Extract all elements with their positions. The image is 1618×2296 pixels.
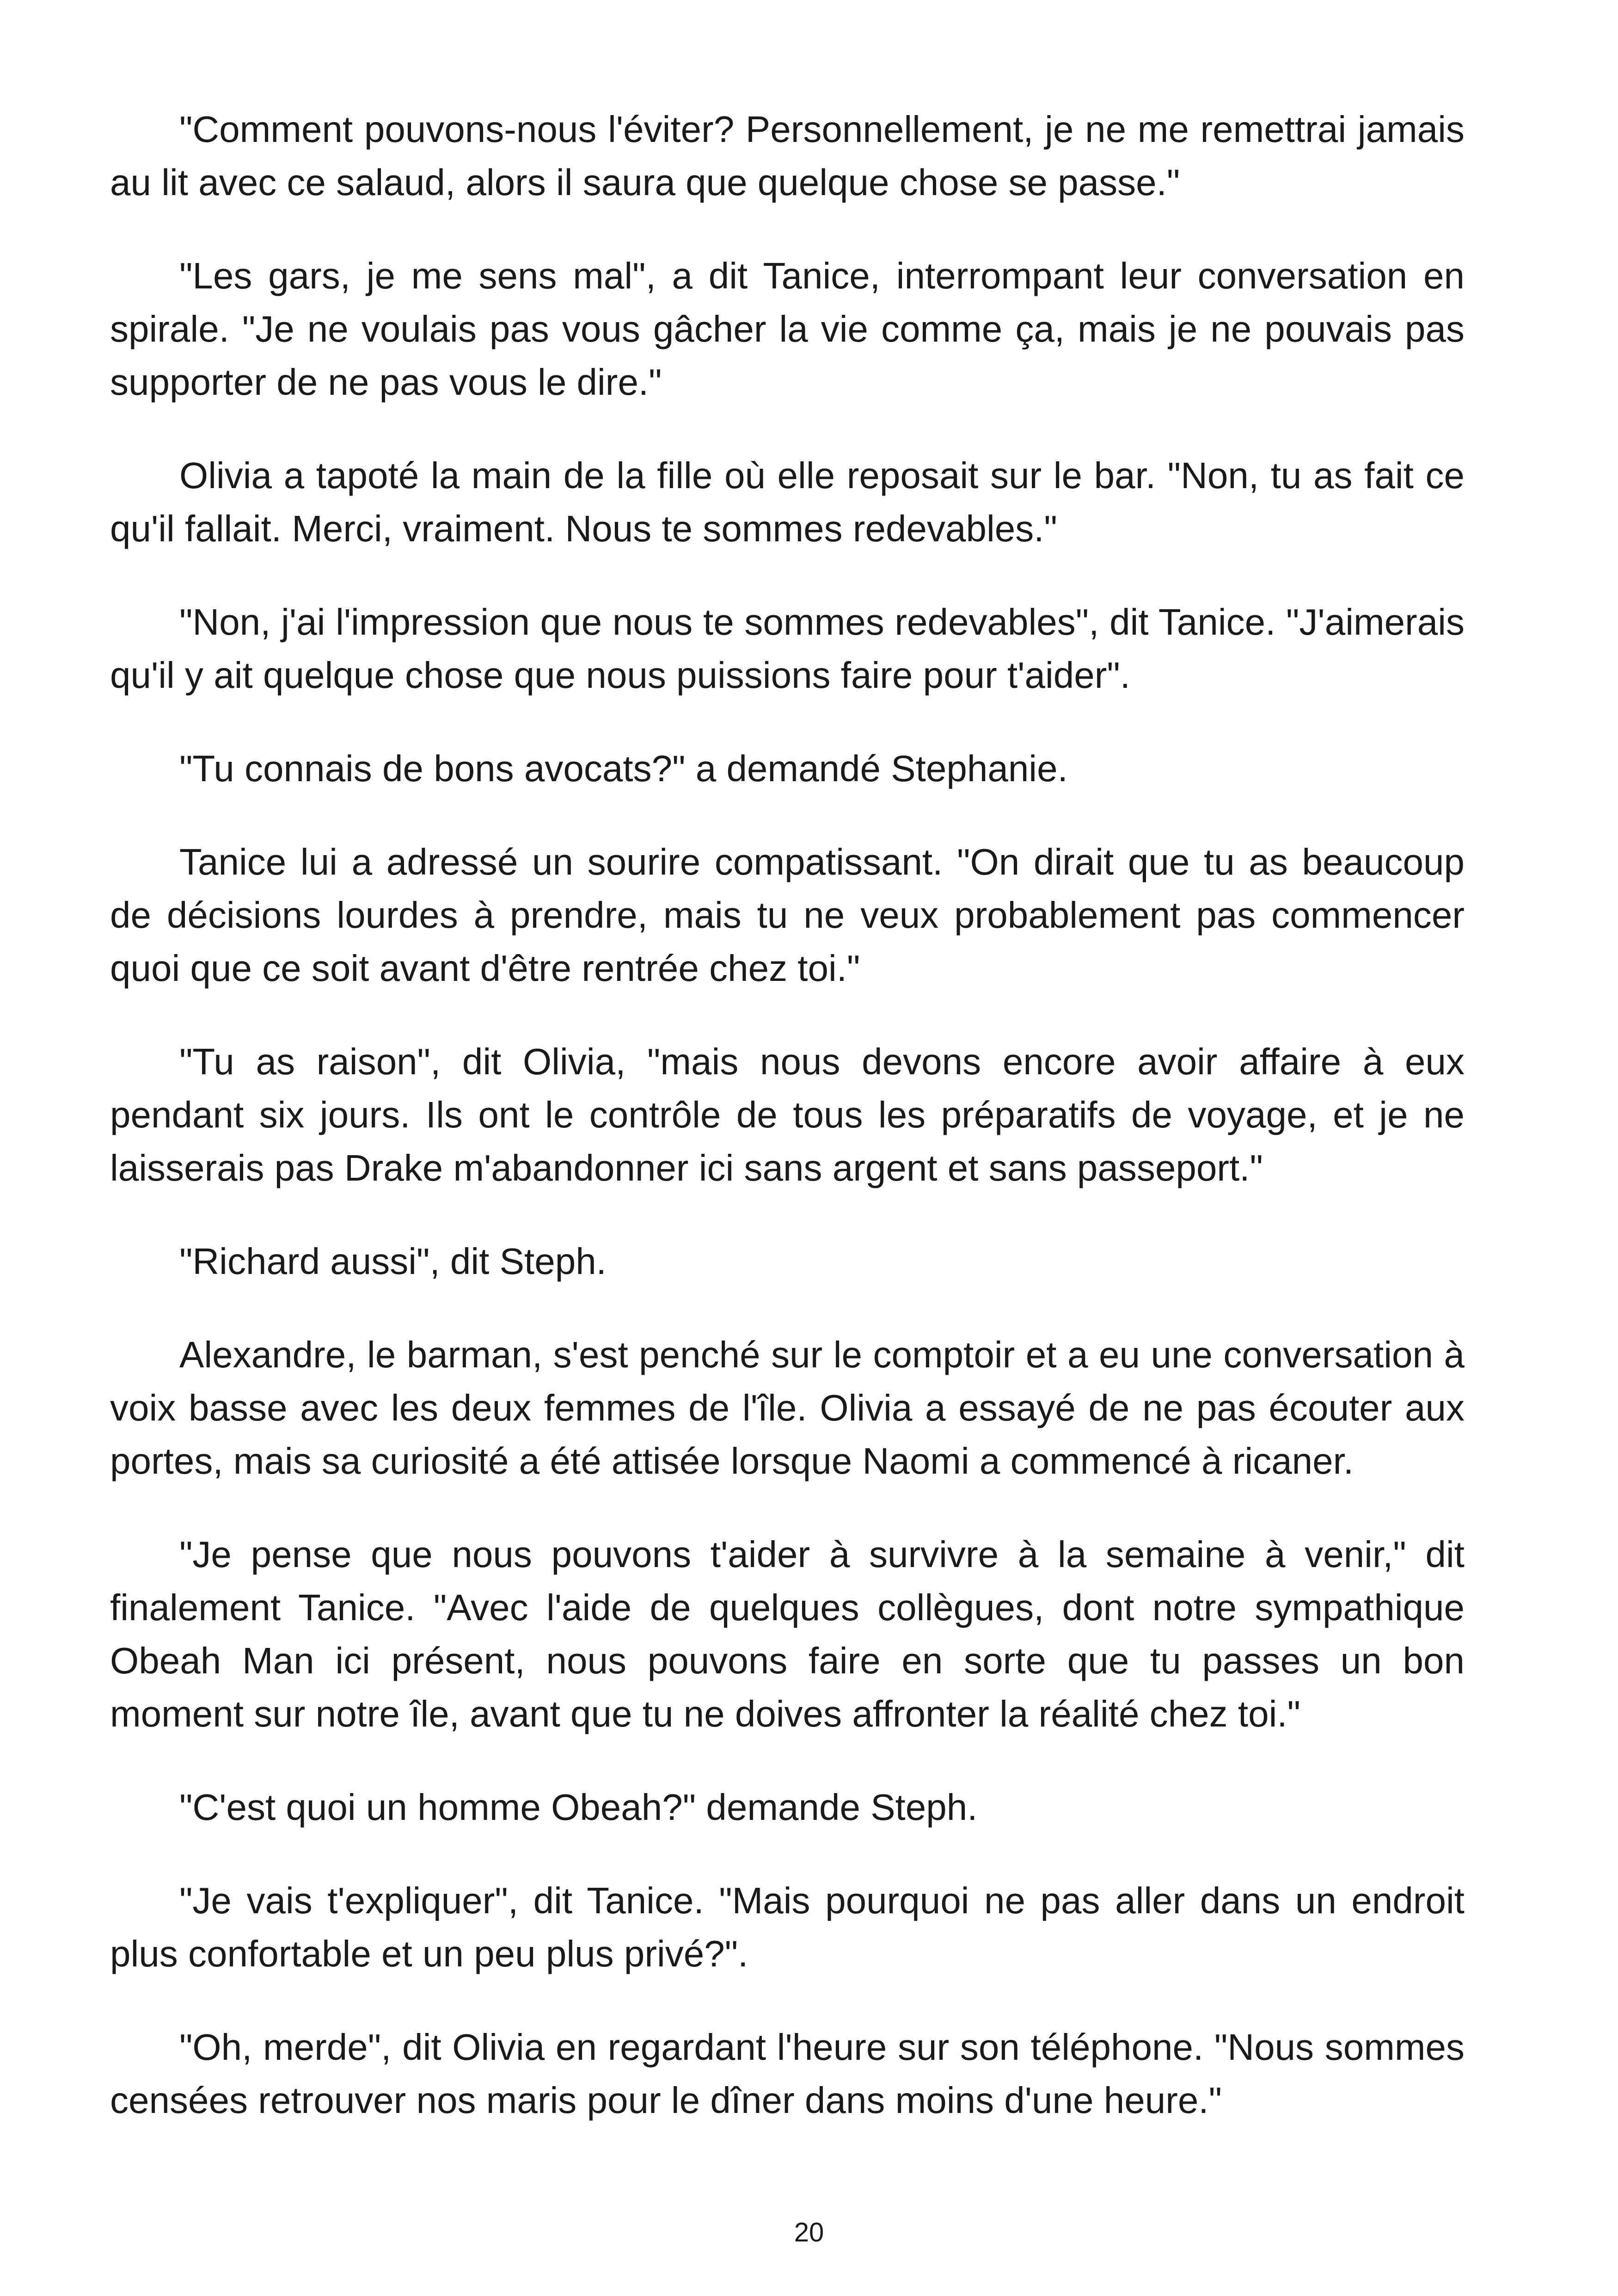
paragraph: "Tu connais de bons avocats?" a demandé Stephanie. [179,748,1068,789]
page-number: 20 [794,2217,824,2247]
paragraph: "Tu as raison", dit Olivia, "mais nous devons encore avoir affaire à eux pendant six jours. Ils ont le contrôle de tous les préparatifs de voyage, et je ne laisserais pas Drake m'abandonner ici sans argent et sans passeport." [110,1041,1465,1188]
paragraph: "Les gars, je me sens mal", a dit Tanice, interrompant leur conversation en spirale. "Je ne voulais pas vous gâcher la vie comme ça, mais je ne pouvais pas supporter de ne pas vous le dire." [110,255,1465,403]
paragraph: "Oh, merde", dit Olivia en regardant l'heure sur son téléphone. "Nous sommes censées retrouver nos maris pour le dîner dans moins d'une heure." [110,2027,1465,2121]
paragraph: "Non, j'ai l'impression que nous te sommes redevables", dit Tanice. "J'aimerais qu'il y ait quelque chose que nous puissions faire pour t'aider". [110,601,1465,696]
paragraph: "C'est quoi un homme Obeah?" demande Steph. [179,1787,978,1828]
paragraph: "Je vais t'expliquer", dit Tanice. "Mais pourquoi ne pas aller dans un endroit plus confortable et un peu plus privé?". [110,1880,1465,1974]
paragraph: "Comment pouvons-nous l'éviter? Personnellement, je ne me remettrai jamais au lit avec ce salaud, alors il saura que quelque chose se passe." [110,109,1465,203]
paragraph: Olivia a tapoté la main de la fille où elle reposait sur le bar. "Non, tu as fait ce qu'il fallait. Merci, vraiment. Nous te sommes redevables." [110,455,1465,549]
paragraph: "Je pense que nous pouvons t'aider à survivre à la semaine à venir," dit finalement Tanice. "Avec l'aide de quelques collègues, dont notre sympathique Obeah Man ici présent, nous pouvons faire en sorte que tu passes un bon moment sur notre île, avant que tu ne doives affronter la réalité chez toi." [110,1534,1465,1734]
body-text [110,103,1465,2127]
paragraph: "Richard aussi", dit Steph. [179,1241,607,1282]
paragraph: Tanice lui a adressé un sourire compatissant. "On dirait que tu as beaucoup de décisions lourdes à prendre, mais tu ne veux probablement pas commencer quoi que ce soit avant d'être rentrée chez toi." [110,841,1465,989]
paragraph: Alexandre, le barman, s'est penché sur le comptoir et a eu une conversation à voix basse avec les deux femmes de l'île. Olivia a essayé de ne pas écouter aux portes, mais sa curiosité a été attisée lorsque Naomi a commencé à ricaner. [110,1334,1465,1482]
